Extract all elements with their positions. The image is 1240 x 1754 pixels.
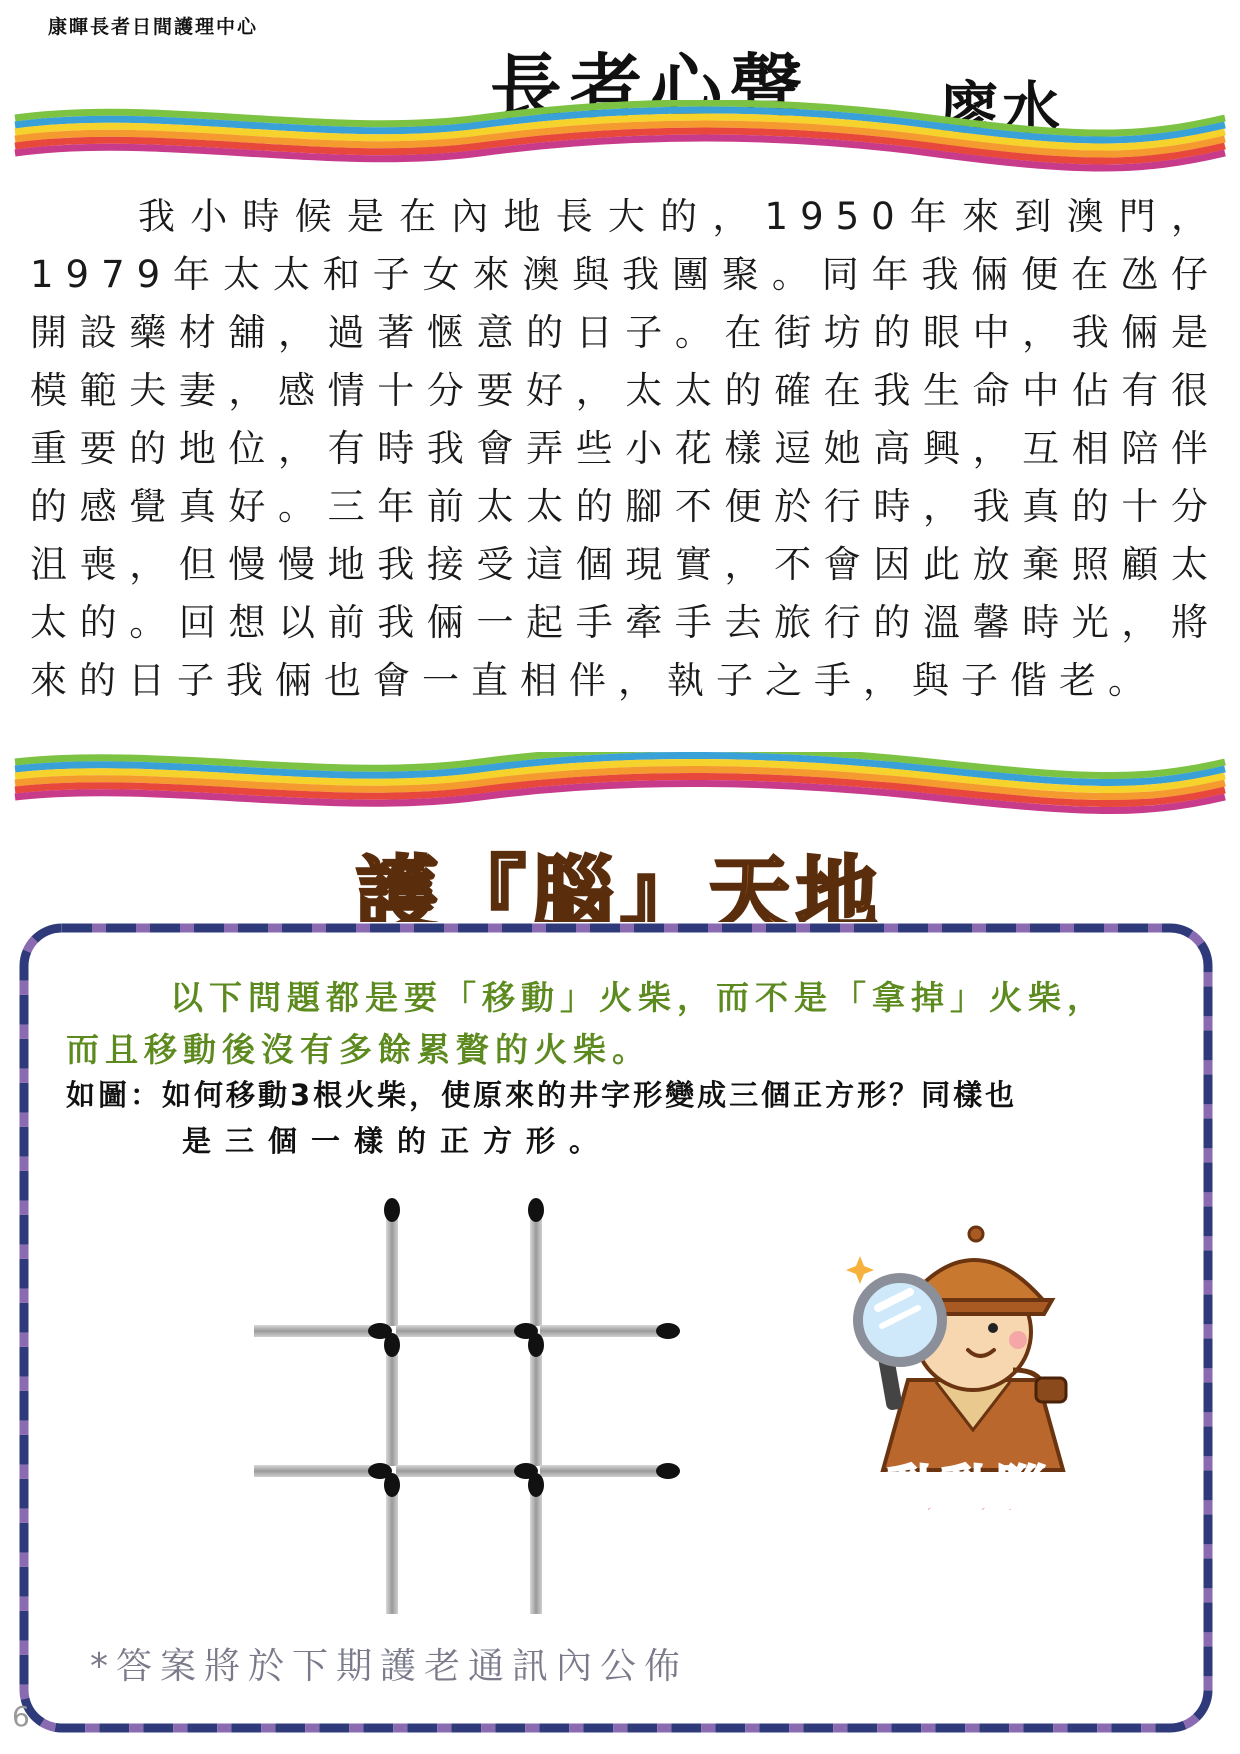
answer-footnote: *答案將於下期護老通訊內公佈 xyxy=(90,1646,689,1687)
story-article xyxy=(30,188,1220,710)
rainbow-wave-divider-top xyxy=(0,100,1240,180)
brain-exercise-label: 動動腦 xyxy=(886,1461,1049,1521)
vertical-matches xyxy=(386,1204,542,1614)
page-title: 長者心聲 xyxy=(490,45,811,130)
page-number: 6 xyxy=(12,1700,30,1733)
match-heads xyxy=(368,1198,680,1497)
author-name: 廖水 xyxy=(940,75,1065,143)
intro-line-1: 以下問題都是要「移動」火柴，而不是「拿掉」火柴， xyxy=(170,978,1106,1017)
question-line-1: 如圖：如何移動3根火柴，使原來的井字形變成三個正方形？同樣也 xyxy=(66,1078,1018,1112)
puzzle-question xyxy=(66,1072,1176,1164)
horizontal-matches xyxy=(254,1325,670,1477)
intro-line-2: 而且移動後沒有多餘累贅的火柴。 xyxy=(66,1030,651,1069)
question-line-2: 是三個一樣的正方形。 xyxy=(182,1124,613,1158)
organization-name: 康暉長者日間護理中心 xyxy=(48,16,259,38)
story-paragraph: 我小時候是在內地長大的，1950年來到澳門，1979年太太和子女來澳與我團聚。同年我倆便在氹仔開設藥材舖，過著愜意的日子。在街坊的眼中，我倆是模範夫妻，感情十分要好，太太的確在我生命中佔有很重要的地位，有時我會弄些小花樣逗她高興，互相陪伴的感覺真好。三年前太太的腳不便於行時，我真的十分沮喪，但慢慢地我接受這個現實，不會因此放棄照顧太太的。回想以前我倆一起手牽手去旅行的溫馨時光，將來的日子我倆也會一直相伴，執子之手，與子偕老。 xyxy=(30,195,1220,702)
rainbow-wave-divider-bottom xyxy=(0,752,1240,824)
puzzle-intro xyxy=(66,972,1176,1076)
detective-cartoon-icon xyxy=(838,1200,1098,1480)
matchstick-grid-image xyxy=(240,1190,700,1620)
puzzle-section-title: 護『腦』天地 xyxy=(355,848,884,943)
